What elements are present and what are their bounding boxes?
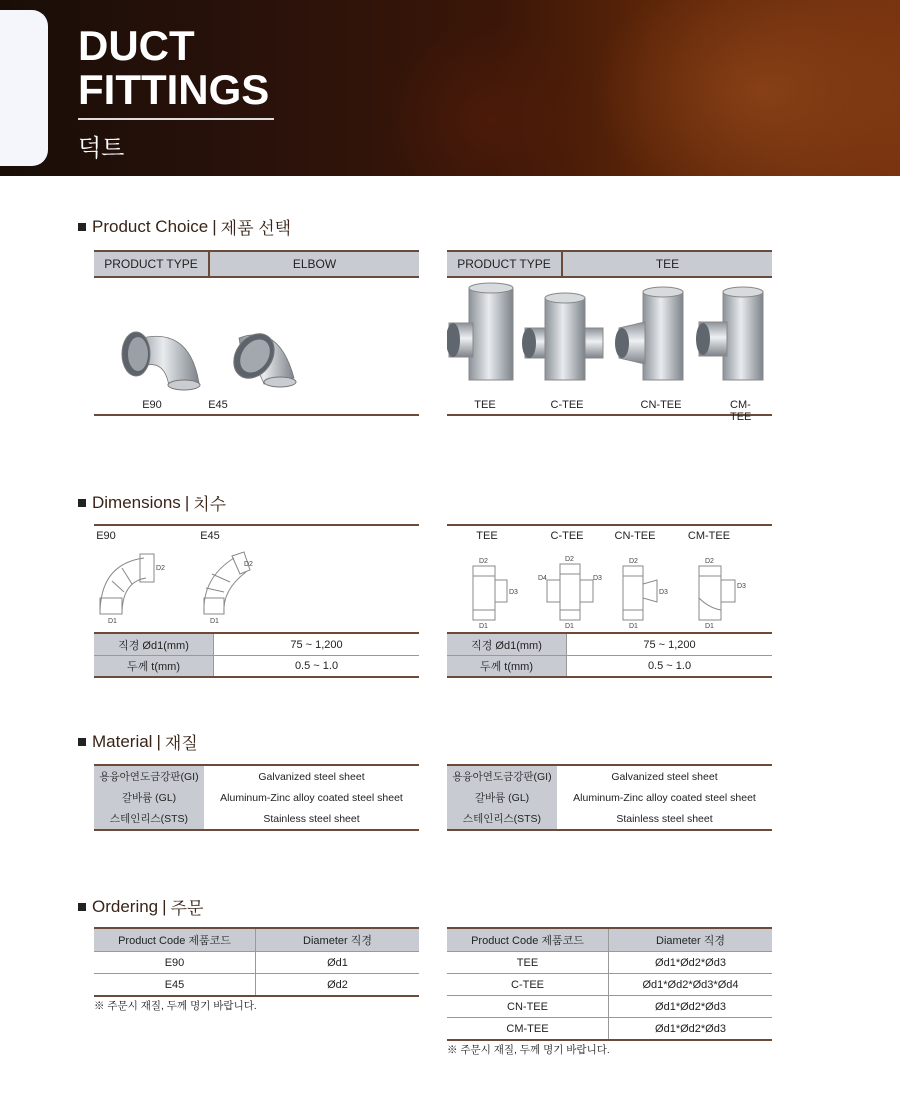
product-type-value: TEE xyxy=(563,252,772,276)
spec-row xyxy=(447,655,772,676)
product-captions xyxy=(94,396,419,416)
dimension-panel-elbow xyxy=(94,524,419,678)
title-line-2: FITTINGS xyxy=(78,66,270,113)
section-heading-ordering xyxy=(78,894,203,919)
caption-e45: E45 xyxy=(208,399,228,411)
dim-label-e45: E45 xyxy=(200,530,220,542)
cm-tee-tag-d3: D3 xyxy=(737,583,746,590)
material-row xyxy=(94,766,419,787)
material-key: 갈바륨 (GL) xyxy=(94,787,204,808)
ordering-header-row xyxy=(447,929,772,951)
material-key: 스테인리스(STS) xyxy=(94,808,204,829)
product-code-cell: TEE xyxy=(447,952,609,973)
product-images xyxy=(94,278,419,396)
side-tab xyxy=(0,10,48,166)
caption-cn-tee: CN-TEE xyxy=(640,399,682,411)
product-code-cell: CM-TEE xyxy=(447,1018,609,1039)
tee-photos xyxy=(447,278,772,396)
dimension-panel-tee xyxy=(447,524,772,678)
table-row xyxy=(447,995,772,1017)
header-diameter: Diameter 직경 xyxy=(303,935,372,947)
section-title-en: Ordering xyxy=(92,896,159,916)
section-title-en: Product Choice xyxy=(92,216,209,236)
ordering-note-left: ※ 주문시 재질, 두께 명기 바랍니다. xyxy=(94,1000,257,1012)
cm-tee-photo xyxy=(696,287,763,380)
square-bullet-icon xyxy=(78,903,86,911)
material-value: Stainless steel sheet xyxy=(616,812,713,825)
ordering-table-right xyxy=(447,927,772,1041)
dimension-diagrams xyxy=(94,524,419,632)
spec-key: 직경 Ød1(mm) xyxy=(447,634,567,655)
material-row xyxy=(94,787,419,808)
section-separator: | xyxy=(212,216,217,236)
section-title-ko: 재질 xyxy=(164,734,198,753)
section-title-ko: 치수 xyxy=(193,495,227,514)
diameter-cell: Ød1*Ød2*Ød3 xyxy=(655,1000,726,1013)
material-key: 용융아연도금강판(GI) xyxy=(94,766,204,787)
table-row xyxy=(94,973,419,995)
e90-photo xyxy=(122,332,200,390)
dim-label-c-tee: C-TEE xyxy=(550,530,584,542)
product-captions xyxy=(447,396,772,423)
material-row xyxy=(447,766,772,787)
choice-panel-elbow xyxy=(94,250,419,416)
spec-row xyxy=(94,655,419,676)
table-row xyxy=(94,951,419,973)
spec-value: 0.5 ~ 1.0 xyxy=(647,660,692,672)
c-tee-photo xyxy=(522,293,603,380)
tee-drawings xyxy=(447,526,772,634)
material-key: 스테인리스(STS) xyxy=(447,808,557,829)
ordering-table-left xyxy=(94,927,419,997)
material-table-right xyxy=(447,764,772,831)
cn-tee-photo xyxy=(615,287,683,380)
dim-label-tee: TEE xyxy=(476,530,498,542)
title-divider xyxy=(78,118,274,120)
e45-photo xyxy=(225,326,296,387)
material-value: Galvanized steel sheet xyxy=(611,770,718,783)
title-line-1: DUCT xyxy=(78,22,195,69)
choice-header-row xyxy=(94,250,419,278)
diameter-cell: Ød1*Ød2*Ød3*Ød4 xyxy=(642,978,739,991)
material-row xyxy=(447,808,772,829)
product-type-label: PRODUCT TYPE xyxy=(94,252,210,276)
table-row xyxy=(447,1017,772,1039)
page-subtitle: 덕트 xyxy=(78,135,125,162)
section-separator: | xyxy=(184,492,190,512)
section-title-en: Material xyxy=(92,731,153,751)
dim-label-cm-tee: CM-TEE xyxy=(687,530,731,542)
dim-label-e90: E90 xyxy=(96,530,116,542)
product-code-cell: C-TEE xyxy=(447,974,609,995)
section-separator: | xyxy=(156,731,161,751)
diameter-cell: Ød2 xyxy=(327,978,348,991)
spec-value: 0.5 ~ 1.0 xyxy=(294,660,339,672)
caption-tee: TEE xyxy=(474,399,496,411)
c-tee-tag-d1: D1 xyxy=(565,623,574,630)
header-diameter: Diameter 직경 xyxy=(656,935,725,947)
e45-tag-d1: D1 xyxy=(210,618,219,625)
spec-key: 직경 Ød1(mm) xyxy=(94,634,214,655)
square-bullet-icon xyxy=(78,738,86,746)
caption-e90: E90 xyxy=(142,399,162,411)
cm-tee-tag-d2: D2 xyxy=(705,558,714,565)
page-title xyxy=(78,24,269,112)
header-product-code: Product Code 제품코드 xyxy=(447,929,609,951)
header-product-code: Product Code 제품코드 xyxy=(94,929,256,951)
ordering-header-row xyxy=(94,929,419,951)
spec-key: 두께 t(mm) xyxy=(94,656,214,676)
c-tee-drawing xyxy=(547,564,593,620)
dimension-spec-table xyxy=(94,632,419,678)
header-banner xyxy=(0,0,900,176)
section-heading-material xyxy=(78,729,198,754)
product-code-cell: CN-TEE xyxy=(447,996,609,1017)
tee-tag-d1: D1 xyxy=(479,623,488,630)
ordering-note-right: ※ 주문시 재질, 두께 명기 바랍니다. xyxy=(447,1044,610,1056)
product-code-cell: E90 xyxy=(94,952,256,973)
e45-tag-d2: D2 xyxy=(244,561,253,568)
section-title-en: Dimensions xyxy=(92,492,181,512)
section-separator: | xyxy=(162,896,167,916)
diameter-cell: Ød1*Ød2*Ød3 xyxy=(655,956,726,969)
spec-value: 75 ~ 1,200 xyxy=(643,638,696,651)
material-table-left xyxy=(94,764,419,831)
tee-drawing xyxy=(473,566,507,620)
cm-tee-tag-d1: D1 xyxy=(705,623,714,630)
square-bullet-icon xyxy=(78,223,86,231)
banner-glow xyxy=(380,20,600,176)
cn-tee-drawing xyxy=(623,566,657,620)
tee-tag-d3: D3 xyxy=(509,589,518,596)
spec-key: 두께 t(mm) xyxy=(447,656,567,676)
e90-tag-d1: D1 xyxy=(108,618,117,625)
material-value: Aluminum-Zinc alloy coated steel sheet xyxy=(220,791,403,804)
product-images xyxy=(447,278,772,396)
elbow-drawings xyxy=(94,526,419,634)
banner-glow xyxy=(590,0,900,176)
material-value: Aluminum-Zinc alloy coated steel sheet xyxy=(573,791,756,804)
tee-photo xyxy=(447,283,513,380)
product-type-label: PRODUCT TYPE xyxy=(447,252,563,276)
section-heading-dimensions xyxy=(78,490,226,515)
choice-panel-tee xyxy=(447,250,772,423)
c-tee-tag-d3: D3 xyxy=(593,575,602,582)
material-row xyxy=(94,808,419,829)
section-title-ko: 주문 xyxy=(170,899,204,918)
diameter-cell: Ød1 xyxy=(327,956,348,969)
cn-tee-tag-d1: D1 xyxy=(629,623,638,630)
table-row xyxy=(447,973,772,995)
c-tee-tag-d2: D2 xyxy=(565,556,574,563)
dimension-spec-table xyxy=(447,632,772,678)
dimension-diagrams xyxy=(447,524,772,632)
spec-row xyxy=(447,634,772,655)
section-heading-choice xyxy=(78,214,291,239)
material-key: 용융아연도금강판(GI) xyxy=(447,766,557,787)
product-type-value: ELBOW xyxy=(210,252,419,276)
square-bullet-icon xyxy=(78,499,86,507)
tee-tag-d2: D2 xyxy=(479,558,488,565)
material-value: Stainless steel sheet xyxy=(263,812,360,825)
caption-cm-tee: CM-TEE xyxy=(730,399,752,423)
cn-tee-tag-d2: D2 xyxy=(629,558,638,565)
cn-tee-tag-d3: D3 xyxy=(659,589,668,596)
elbow-photos xyxy=(94,278,419,396)
spec-value: 75 ~ 1,200 xyxy=(290,638,343,651)
material-key: 갈바륨 (GL) xyxy=(447,787,557,808)
diameter-cell: Ød1*Ød2*Ød3 xyxy=(655,1022,726,1035)
choice-header-row xyxy=(447,250,772,278)
product-code-cell: E45 xyxy=(94,974,256,995)
cm-tee-drawing xyxy=(699,566,735,620)
spec-row xyxy=(94,634,419,655)
c-tee-tag-d4: D4 xyxy=(538,575,547,582)
e90-drawing xyxy=(100,554,154,614)
caption-c-tee: C-TEE xyxy=(550,399,584,411)
dim-label-cn-tee: CN-TEE xyxy=(614,530,656,542)
material-value: Galvanized steel sheet xyxy=(258,770,365,783)
table-row xyxy=(447,951,772,973)
e90-tag-d2: D2 xyxy=(156,565,165,572)
material-row xyxy=(447,787,772,808)
section-title-ko: 제품 선택 xyxy=(220,219,292,238)
